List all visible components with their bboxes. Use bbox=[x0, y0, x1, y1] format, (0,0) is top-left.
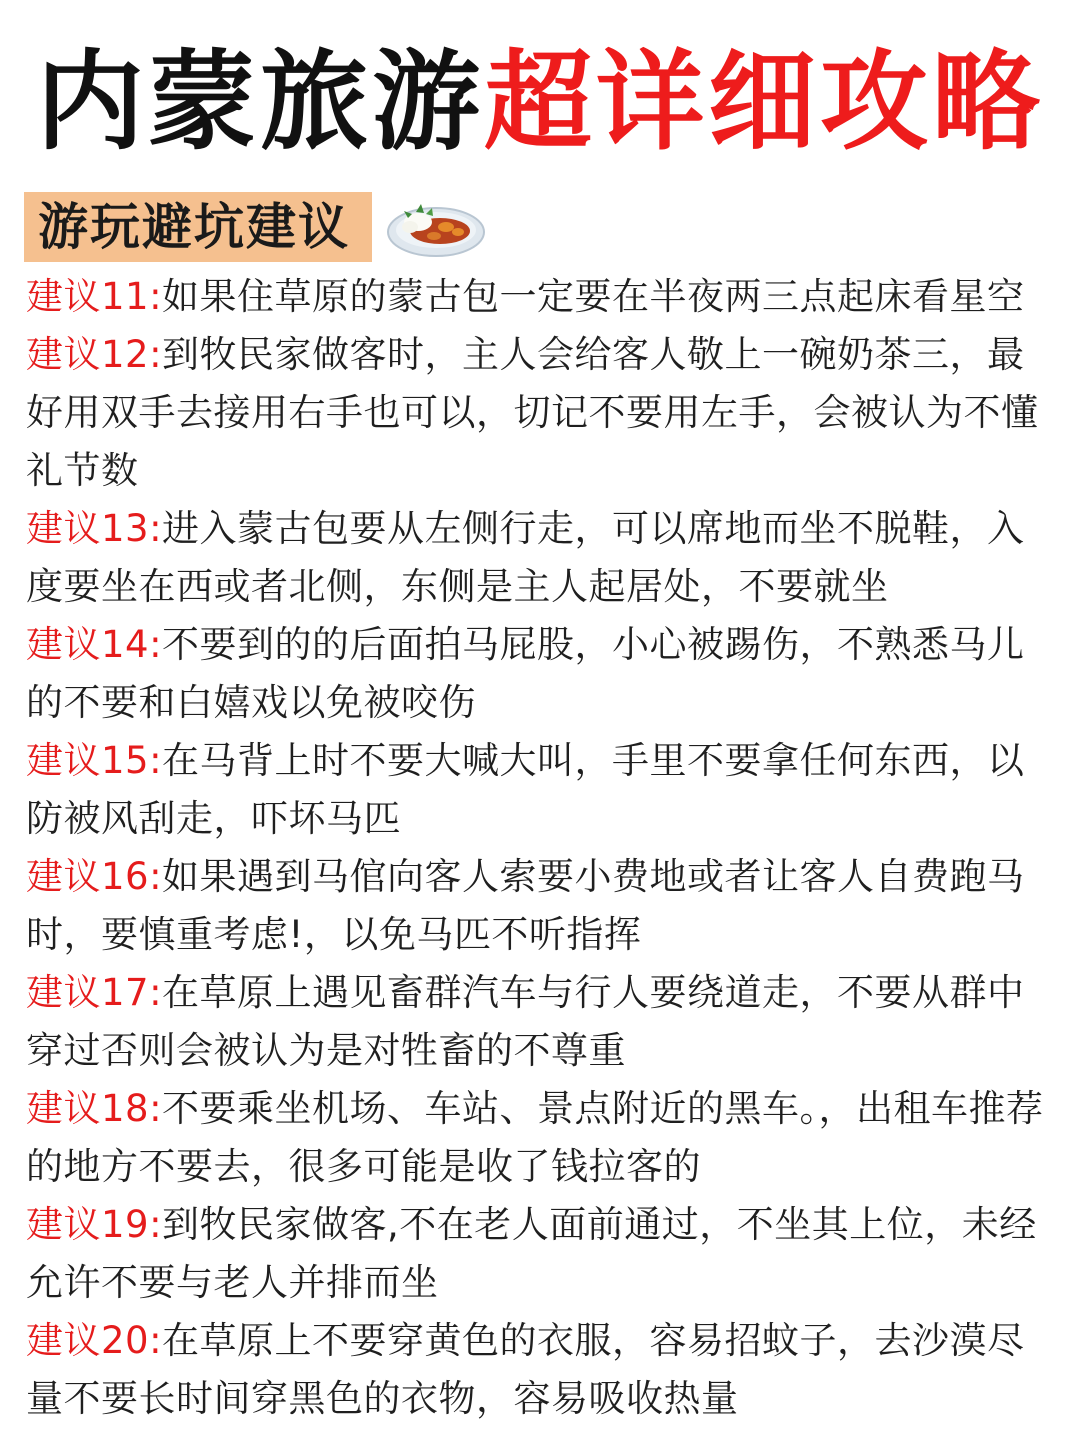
tip-item bbox=[26, 732, 1048, 848]
tip-item bbox=[26, 1196, 1048, 1312]
title-part-black: 内蒙旅游 bbox=[35, 40, 484, 165]
tip-text: 到牧民家做客,不在老人面前通过，不坐其上位，未经允许不要与老人并排而坐 bbox=[26, 1203, 1037, 1304]
tip-item bbox=[26, 848, 1048, 964]
tip-tag: 建议12: bbox=[26, 333, 163, 376]
tip-tag: 建议19: bbox=[26, 1203, 163, 1246]
tip-item bbox=[26, 1312, 1048, 1428]
tip-item bbox=[26, 268, 1048, 326]
page-title bbox=[0, 28, 1080, 178]
tip-text: 在马背上时不要大喊大叫，手里不要拿任何东西，以防被风刮走，吓坏马匹 bbox=[26, 739, 1025, 840]
tip-text: 在草原上遇见畜群汽车与行人要绕道走，不要从群中穿过否则会被认为是对牲畜的不尊重 bbox=[26, 971, 1025, 1072]
tips-list bbox=[26, 268, 1048, 1428]
food-dish-icon bbox=[386, 194, 486, 260]
tip-tag: 建议11: bbox=[26, 275, 163, 318]
tip-text: 进入蒙古包要从左侧行走，可以席地而坐不脱鞋，入度要坐在西或者北侧，东侧是主人起居处，不要就坐 bbox=[26, 507, 1025, 608]
tip-text: 在草原上不要穿黄色的衣服，容易招蚊子，去沙漠尽量不要长时间穿黑色的衣物，容易吸收热量 bbox=[26, 1319, 1025, 1420]
tip-text: 不要到的的后面拍马屁股，小心被踢伤，不熟悉马儿的不要和白嬉戏以免被咬伤 bbox=[26, 623, 1025, 724]
tip-tag: 建议17: bbox=[26, 971, 163, 1014]
tip-text: 不要乘坐机场、车站、景点附近的黑车。，出租车推荐的地方不要去，很多可能是收了钱拉客的 bbox=[26, 1087, 1044, 1188]
section-header bbox=[24, 192, 486, 262]
tip-tag: 建议15: bbox=[26, 739, 163, 782]
tip-item bbox=[26, 616, 1048, 732]
tip-text: 如果住草原的蒙古包一定要在半夜两三点起床看星空 bbox=[162, 275, 1025, 318]
section-label: 游玩避坑建议 bbox=[24, 192, 372, 262]
tip-item bbox=[26, 500, 1048, 616]
tip-tag: 建议13: bbox=[26, 507, 163, 550]
tip-tag: 建议20: bbox=[26, 1319, 163, 1362]
tip-text: 到牧民家做客时，主人会给客人敬上一碗奶茶三，最好用双手去接用右手也可以，切记不要用左手，会被认为不懂礼节数 bbox=[26, 333, 1039, 492]
tip-item bbox=[26, 1080, 1048, 1196]
tip-item bbox=[26, 326, 1048, 500]
title-part-red: 超详细攻略 bbox=[484, 40, 1045, 165]
tip-tag: 建议18: bbox=[26, 1087, 163, 1130]
tip-tag: 建议16: bbox=[26, 855, 163, 898]
tip-text: 如果遇到马倌向客人索要小费地或者让客人自费跑马时，要慎重考虑!，以免马匹不听指挥 bbox=[26, 855, 1025, 956]
tip-tag: 建议14: bbox=[26, 623, 163, 666]
tip-item bbox=[26, 964, 1048, 1080]
